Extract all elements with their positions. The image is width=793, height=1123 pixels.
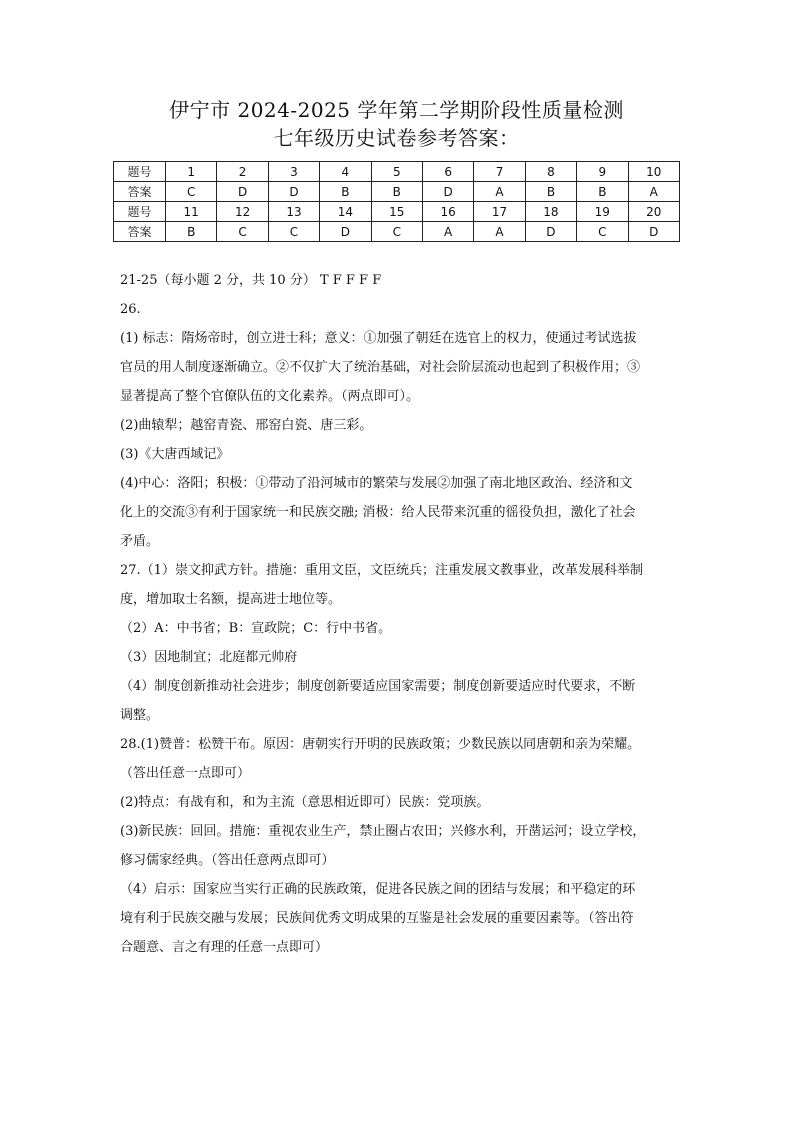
table-cell: D [320, 222, 371, 242]
table-cell: D [628, 222, 679, 242]
answer-line: 修习儒家经典。（答出任意两点即可） [120, 853, 335, 868]
answer-line: （2）A：中书省；B：宣政院；C：行中书省。 [120, 621, 392, 636]
answer-line: （3）因地制宜；北庭都元帅府 [120, 650, 298, 665]
answer-line: (3)《大唐西域记》 [120, 447, 230, 462]
table-cell: B [577, 182, 628, 202]
table-cell: 20 [628, 202, 679, 222]
table-cell: 10 [628, 162, 679, 182]
table-cell: 4 [320, 162, 371, 182]
table-row [114, 202, 680, 222]
answer-line: (4)中心：洛阳；积极：①带动了沿河城市的繁荣与发展②加强了南北地区政治、经济和文 [120, 476, 633, 491]
table-cell: B [320, 182, 371, 202]
row-label: 答案 [114, 182, 166, 202]
table-cell: 3 [268, 162, 319, 182]
answer-line: (1) 标志：隋炀帝时，创立进士科；意义：①加强了朝廷在选官上的权力，使通过考试选拔 [120, 331, 637, 346]
answer-line: （4）制度创新推动社会进步；制度创新要适应国家需要；制度创新要适应时代要求，不断 [120, 679, 636, 694]
answer-line: (2)特点：有战有和，和为主流（意思相近即可）民族：党项族。 [120, 795, 490, 810]
table-cell: 18 [525, 202, 576, 222]
table-row [114, 222, 680, 242]
table-cell: 14 [320, 202, 371, 222]
table-row [114, 182, 680, 202]
table-cell: 16 [422, 202, 473, 222]
table-cell: 15 [371, 202, 422, 222]
table-cell: A [422, 222, 473, 242]
answer-line: （4）启示：国家应当实行正确的民族政策，促进各民族之间的团结与发展；和平稳定的环 [120, 882, 636, 897]
table-row [114, 162, 680, 182]
answer-line: 27.（1）崇文抑武方针。措施：重用文臣，文臣统兵；注重发展文教事业，改革发展科举制 [120, 563, 643, 578]
answer-line: (2)曲辕犁；越窑青瓷、邢窑白瓷、唐三彩。 [120, 418, 373, 433]
table-cell: 2 [217, 162, 268, 182]
table-cell: 19 [577, 202, 628, 222]
page-subtitle: 七年级历史试卷参考答案： [273, 126, 520, 150]
table-cell: A [474, 222, 525, 242]
row-label: 题号 [114, 202, 166, 222]
table-cell: D [217, 182, 268, 202]
table-cell: C [268, 222, 319, 242]
table-cell: 11 [166, 202, 217, 222]
answer-line: （答出任意一点即可） [120, 766, 251, 781]
table-cell: A [474, 182, 525, 202]
table-cell: A [628, 182, 679, 202]
answer-line: 矛盾。 [120, 534, 160, 549]
answer-line: 合题意、言之有理的任意一点即可） [120, 940, 329, 955]
table-cell: B [525, 182, 576, 202]
table-cell: 6 [422, 162, 473, 182]
table-cell: D [268, 182, 319, 202]
table-cell: C [166, 182, 217, 202]
table-cell: D [525, 222, 576, 242]
page-title: 伊宁市 2024-2025 学年第二学期阶段性质量检测 [169, 98, 624, 122]
table-cell: 17 [474, 202, 525, 222]
table-cell: B [166, 222, 217, 242]
table-cell: 1 [166, 162, 217, 182]
answer-line: 显著提高了整个官僚队伍的文化素养。（两点即可）。 [120, 389, 420, 404]
question-number: 26. [120, 302, 141, 317]
table-cell: C [577, 222, 628, 242]
table-cell: D [422, 182, 473, 202]
table-cell: 7 [474, 162, 525, 182]
table-cell: 8 [525, 162, 576, 182]
table-cell: 12 [217, 202, 268, 222]
answer-body [120, 266, 680, 962]
answer-line: 化上的交流③有利于国家统一和民族交融; 消极：给人民带来沉重的徭役负担，激化了社会 [120, 505, 636, 520]
answer-table [113, 161, 680, 242]
table-cell: 9 [577, 162, 628, 182]
answer-line: 官员的用人制度逐渐确立。②不仅扩大了统治基础，对社会阶层流动也起到了积极作用；③ [120, 360, 641, 375]
row-label: 题号 [114, 162, 166, 182]
answer-line: (3)新民族：回回。措施：重视农业生产，禁止圈占农田；兴修水利，开凿运河；设立学校， [120, 824, 646, 839]
table-cell: C [371, 222, 422, 242]
answer-line: 度，增加取士名额，提高进士地位等。 [120, 592, 342, 607]
answer-line: 调整。 [120, 708, 160, 723]
row-label: 答案 [114, 222, 166, 242]
table-cell: 13 [268, 202, 319, 222]
table-cell: B [371, 182, 422, 202]
answer-line: 21-25（每小题 2 分，共 10 分） T F F F F [120, 273, 382, 288]
table-cell: C [217, 222, 268, 242]
answer-line: 境有利于民族交融与发展；民族间优秀文明成果的互鉴是社会发展的重要因素等。（答出符 [120, 911, 634, 926]
table-cell: 5 [371, 162, 422, 182]
answer-line: 28.(1)赞普：松赞干布。原因：唐朝实行开明的民族政策；少数民族以同唐朝和亲为荣耀。 [120, 737, 641, 752]
